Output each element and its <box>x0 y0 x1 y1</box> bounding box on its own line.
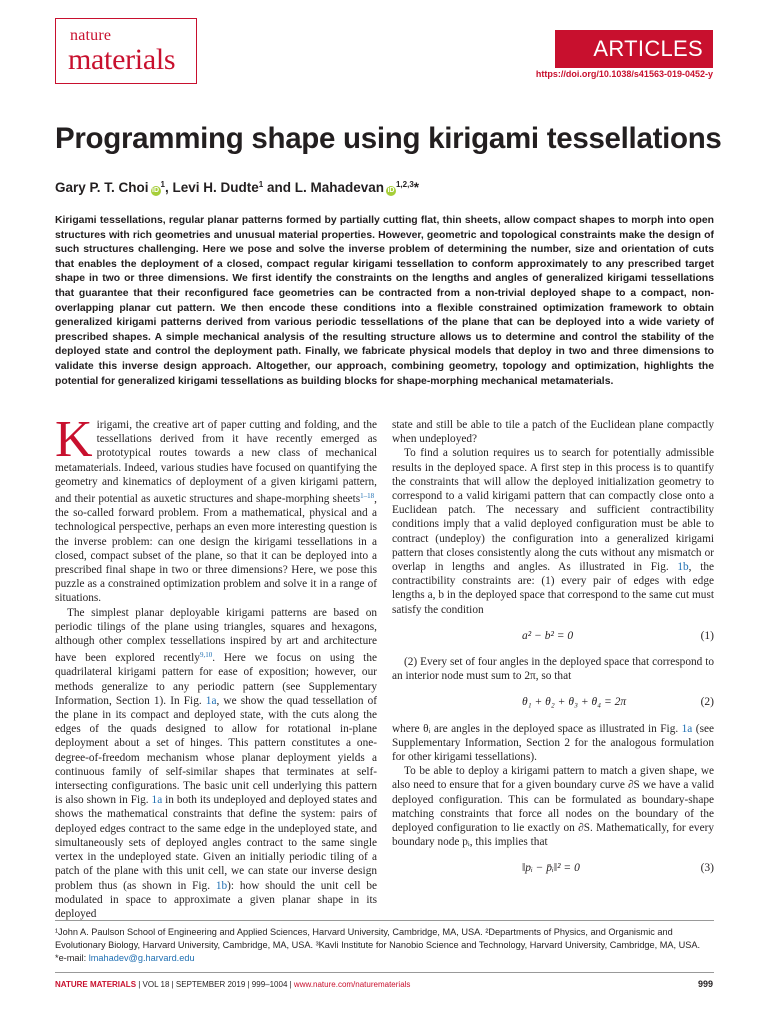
text-run: . Here we focus on using the quadrilateral kirigami pattern for ease of exposition; however, our methods generalize to any periodic pattern (see Supplementary Information, Section 1). In Fig. <box>55 652 377 707</box>
author-name[interactable]: , Levi H. Dudte <box>164 180 259 195</box>
email-link[interactable]: lmahadev@g.harvard.edu <box>88 953 195 963</box>
journal-logo[interactable] <box>55 18 197 84</box>
footer-journal: NATURE MATERIALS <box>55 980 137 989</box>
author-name[interactable]: Gary P. T. Choi <box>55 180 149 195</box>
drop-cap: K <box>55 411 93 468</box>
orcid-icon[interactable]: iD <box>387 187 395 194</box>
affiliation-sup: 1 <box>160 180 165 189</box>
footer-info: | VOL 18 | SEPTEMBER 2019 | 999–1004 | <box>136 980 294 989</box>
footer-divider <box>55 972 714 973</box>
reference-link[interactable]: 9,10 <box>199 651 213 660</box>
paragraph <box>392 446 714 616</box>
text-run: , the contractibility constraints are: (1) every pair of edges with edge lengths a, b in the deployed space that correspond to the same cut must satisfy the condition <box>392 561 714 616</box>
figure-link[interactable]: 1b <box>215 879 228 892</box>
figure-link[interactable]: 1b <box>677 561 689 574</box>
orcid-icon[interactable]: iD <box>152 187 160 194</box>
footer-url-link[interactable]: www.nature.com/naturematerials <box>293 980 411 989</box>
doi-link[interactable]: https://doi.org/10.1038/s41563-019-0452-y <box>535 69 713 79</box>
text-run: , we show the quad tessellation of the plane in its compact and deployed state, with the cuts along the edges of the quads designed to allow for rotational in-plane deployment about a set of hinges. This pattern constitutes a one-degree-of-freedom mechanism whose planar deployment yields a continuous family of self-similar shapes that terminates at self-intersecting configurations. The basic unit cell underlying this pattern is also shown in Fig. <box>55 694 378 807</box>
author-list <box>55 180 419 196</box>
text-run: The simplest planar deployable kirigami patterns are based on periodic tilings of the plane using triangles, squares and hexagons, although other complex tessellations inspired by art and architecture have been explored recently <box>55 606 377 665</box>
equation-text: a² − b² = 0 <box>522 629 574 642</box>
figure-link[interactable]: 1a <box>681 722 693 735</box>
paragraph <box>55 411 377 606</box>
corresponding-star: * <box>413 180 420 195</box>
body-column-left <box>55 411 378 921</box>
equation-2 <box>392 695 714 709</box>
equation-number: (3) <box>700 862 714 875</box>
affiliation-sup: 1,2,3 <box>395 180 414 189</box>
text-run: in both its undeployed and deployed states and shows the mathematical constraints that define the system: pairs of deployed edges contract to the same edge in the undeployed state, and simultaneously sets of deployed angles contract to the same single vertex in the undeployed state. Given an initially periodic tiling of a patch of the plane with this unit cell, we can state our inverse design problem thus (as shown in Fig. <box>55 794 377 892</box>
footnote-divider <box>55 920 714 921</box>
text-run: ): how should the unit cell be modulated in space to approximate a given planar shape in its deployed <box>55 879 377 920</box>
text-run: , the so-called forward problem. From a mathematical, physical and a technological perspective, perhaps an even more interesting question is the inverse problem: can one design the kirigami tessellations in a closed, compact subset of the plane, so that it can be deployed into a prescribed final shape in two or three dimensions? Here, we pose this puzzle as a constrained optimization problem and solve it in a range of situations. <box>55 493 377 605</box>
author-name[interactable]: and L. Mahadevan <box>263 180 384 195</box>
affiliation-sup: 1 <box>258 180 264 189</box>
figure-link[interactable]: 1a <box>205 694 217 707</box>
logo-line2: materials <box>68 43 176 76</box>
footnote-text: ¹John A. Paulson School of Engineering and Applied Sciences, Harvard University, Cambridge, MA, USA. ²Departments of Physics, and Organismic and Evolutionary Biology, Harvard University, Cambridge, MA, USA. ³Kavli Institute for Nanobio Science and Technology, Harvard University, Cambridge, MA, USA. *e-mail: <box>55 927 701 963</box>
abstract: Kirigami tessellations, regular planar patterns formed by partially cutting flat, thin sheets, allow compact shapes to morph into open structures with rich geometries and unusual material properties. However, geometric and topological constraints make the design of such structures challenging. Here we pose and solve the inverse problem of determining the number, size and orientation of cuts that enables the deployment of a closed, compact regular kirigami tessellation to conform approximately to any prescribed target shape in two or three dimensions. We first identify the constraints on the lengths and angles of generalized kirigami tessellations that guarantee that their reconfigured face geometries can be contracted from a non-trivial deployed shape to a compact, non-overlapping planar cut pattern. We then encode these conditions into a flexible constrained optimization framework to obtain generalized kirigami patterns derived from various periodic tessellations of the plane that can be deployed into a wide variety of prescribed shapes. A simple mechanical analysis of the resulting structure allows us to determine and control the stability of the deployed state and control the deployment path. Finally, we fabricate physical models that deploy in two and three dimensions to validate this inverse design approach. Altogether, our approach, combining geometry, topology and optimization, highlights the potential for generalized kirigami tessellations as building blocks for shape-morphing mechanical metamaterials. <box>55 215 714 387</box>
paragraph: state and still be able to tile a patch of the Euclidean plane compactly when undeployed? <box>392 419 714 446</box>
paragraph <box>55 606 377 921</box>
paragraph: (2) Every set of four angles in the deployed space that correspond to an interior node must sum to 2π, so that <box>392 656 714 683</box>
text-run: To find a solution requires us to search for potentially admissible results in the deployed space. A first step in this process is to quantify the constraints that will allow the deployed initialization geometry to correspond to a valid kirigami pattern that can compactly close onto a Euclidean patch. The necessary and sufficient contractibility conditions imply that a valid deployed configuration must be able to contract (undeploy) the configuration into a generalized kirigami pattern that closes consistently along the cuts without any mismatch or overlap in lengths and angles. As illustrated in Fig. <box>392 447 714 574</box>
article-title: Programming shape using kirigami tessellations <box>55 122 722 155</box>
text-run: where θᵢ are angles in the deployed space as illustrated in Fig. <box>392 722 682 735</box>
affiliations-footnote <box>55 926 714 965</box>
equation-1 <box>392 629 714 643</box>
equation-3 <box>392 861 714 875</box>
equation-text: ‖pᵢ − p̄ᵢ‖² = 0 <box>522 862 580 875</box>
text-run: (see Supplementary Information, Section 2 for the analogous formulation for other kirigami tessellations). <box>392 722 714 764</box>
equation-text: θ₁ + θ₂ + θ₃ + θ₄ = 2π <box>522 696 627 709</box>
text-run: irigami, the creative art of paper cutting and folding, and the tessellations derived from it have recently emerged as prototypical routes towards a new class of mechanical metamaterials. Indeed, various studies have focused on quantifying the geometry and kinematics of deployment of a given kirigami pattern, and their potential as auxetic structures and shape-morphing sheets <box>55 419 377 506</box>
reference-link[interactable]: 1–18 <box>360 492 375 501</box>
paragraph: To be able to deploy a kirigami pattern to match a given shape, we also need to ensure that for a given boundary curve ∂S we have a valid deployed configuration. This can be formulated as boundary-shape matching constraints that force all nodes on the boundary of the deployed configuration to lie exactly on ∂S. Mathematically, for every boundary node pᵢ, this implies that <box>392 765 714 849</box>
equation-number: (1) <box>700 629 714 642</box>
figure-link[interactable]: 1a <box>151 794 163 807</box>
logo-line1: nature <box>70 27 112 44</box>
paragraph <box>392 722 714 765</box>
page-footer <box>55 980 410 989</box>
equation-number: (2) <box>700 696 714 709</box>
page-number: 999 <box>697 979 713 989</box>
body-column-right <box>392 418 714 888</box>
section-label: ARTICLES <box>555 30 713 68</box>
